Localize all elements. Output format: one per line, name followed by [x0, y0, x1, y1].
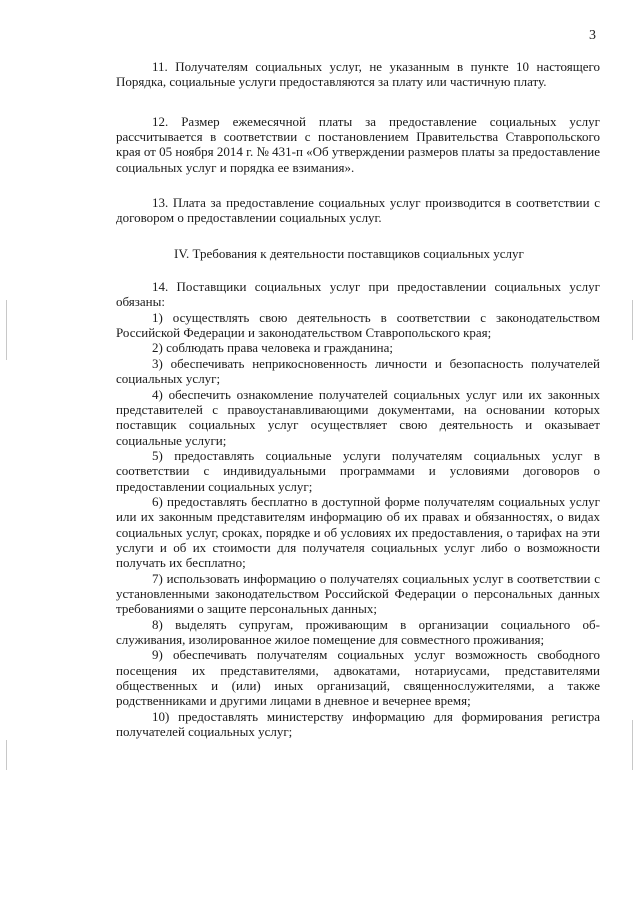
- paragraph-14-intro: 14. Поставщики социальных услуг при предоставлении социальных услуг обязаны:: [116, 279, 600, 310]
- list-item-8: 8) выделять супругам, проживающим в организации социального обслуживания, изолированное жилое помещение для совместного проживания;: [116, 616, 600, 647]
- list-item-4: 4) обеспечить ознакомление получателей социальных услуг или их законных представителей с правоустанавливающими документами, на основании которых поставщик социальных услуг осуществляет свою деятельность и оказывает социальные услуги;: [116, 386, 600, 448]
- right-scan-mark: [632, 300, 633, 340]
- list-item-1: 1) осуществлять свою деятельность в соответствии с законодательством Российской Федерации и законодательством Ставропольского края;: [116, 309, 600, 341]
- list-item-3: 3) обеспечивать неприкосновенность личности и безопасность получателей социальных услуг;: [116, 355, 600, 387]
- section-heading: IV. Требования к деятельности поставщиков социальных услуг: [174, 245, 524, 261]
- paragraph-12: 12. Размер ежемесячной платы за предоставление социальных услуг рассчитывается в соответствии с постановлением Правительства Ставропольского края от 05 ноября 2014 г. № 431-п «Об утверждении размеров платы за предоставление социальных услуг и порядка ее взимания».: [116, 113, 601, 175]
- left-scan-mark-lower: [6, 740, 7, 770]
- left-scan-mark: [6, 300, 7, 360]
- list-item-5: 5) предоставлять социальные услуги получателям социальных услуг в соответствии с индивидуальными программами и условиями договоров о предоставлении социальных услуг;: [116, 447, 600, 494]
- list-item-10: 10) предоставлять министерству информацию для формирования регистра получателей социальных услуг;: [116, 708, 600, 740]
- document-body: [116, 59, 600, 739]
- list-item-6: 6) предоставлять бесплатно в доступной форме получателям социальных услуг или их законным представителям информацию об их правах и обязанностях, о видах социальных услуг, сроках, порядке и об условиях их предоставления, о тарифах на эти услуги и об их стоимости для получателя социальных услуг либо о возможности получать их бесплатно;: [116, 493, 600, 571]
- paragraph-11: 11. Получателям социальных услуг, не указанным в пункте 10 настоящего Порядка, социальные услуги предоставляются за плату или частичную плату.: [116, 59, 600, 90]
- list-item-2: 2) соблюдать права человека и гражданина;: [152, 340, 393, 356]
- list-item-9: 9) обеспечивать получателям социальных услуг возможность свободного посещения их представителями, адвокатами, нотариусами, представителями общественных и (или) иных организаций, священнослужителями, а также родственниками и другими лицами в дневное и вечернее время;: [116, 647, 600, 709]
- page-number: 3: [589, 28, 596, 43]
- paragraph-13: 13. Плата за предоставление социальных услуг производится в соответствии с договором о предоставлении социальных услуг.: [116, 195, 600, 226]
- list-item-7: 7) использовать информацию о получателях социальных услуг в соответствии с установленными законодательством Российской Федерации о персональных данных требованиями о защите персональных данных;: [116, 570, 600, 617]
- right-scan-mark-lower: [632, 720, 633, 770]
